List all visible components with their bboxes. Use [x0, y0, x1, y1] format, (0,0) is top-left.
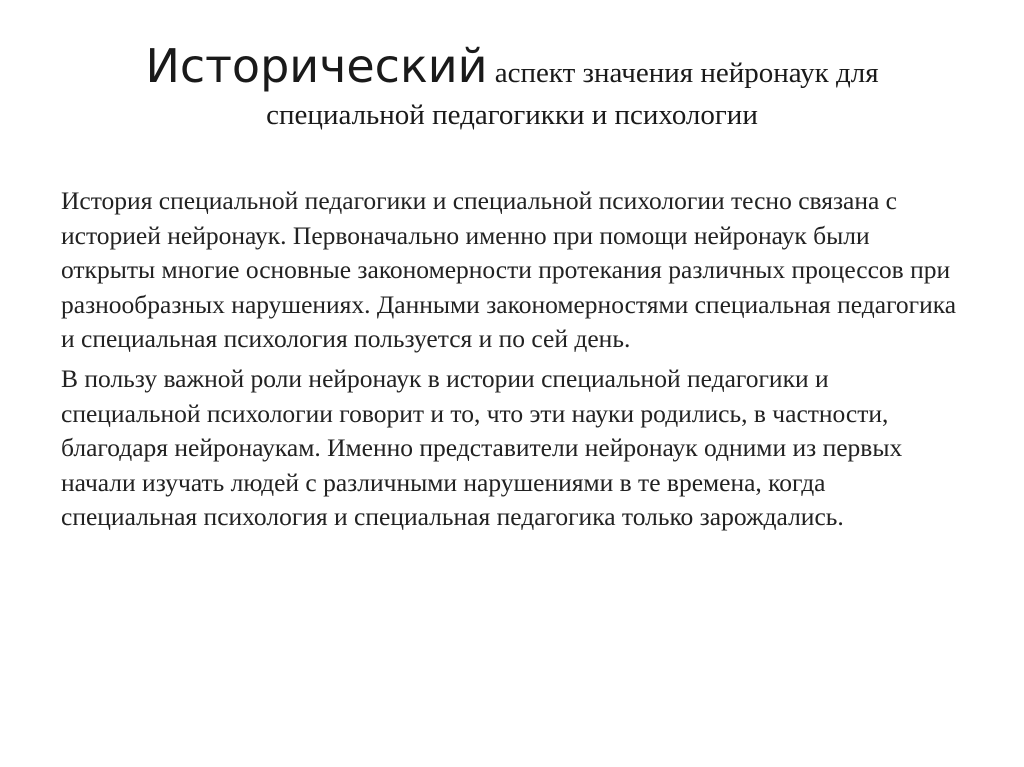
slide-title — [40, 40, 984, 132]
title-main-word: Исторический — [145, 39, 488, 93]
title-rest-line1: аспект значения нейронаук для — [487, 57, 879, 89]
paragraph-1: История специальной педагогики и специальной психологии тесно связана с историей нейронаук. Первоначально именно при помощи нейронаук были открыты многие основные закономерности протекания различных процессов при разнообразных нарушениях. Данными закономерностями специальная педагогика и специальная психология пользуется и по сей день. — [61, 186, 957, 354]
title-line2: специальной педагогикки и психологии — [266, 98, 758, 131]
slide-body — [61, 184, 966, 535]
paragraph-2: В пользу важной роли нейронаук в истории специальной педагогики и специальной психологии говорит и то, что эти науки родились, в частности, благодаря нейронаукам. Именно представители нейронаук одними из первых начали изучать людей с различными нарушениями в те времена, когда специальная психология и специальная педагогика только зарождались. — [61, 363, 903, 532]
